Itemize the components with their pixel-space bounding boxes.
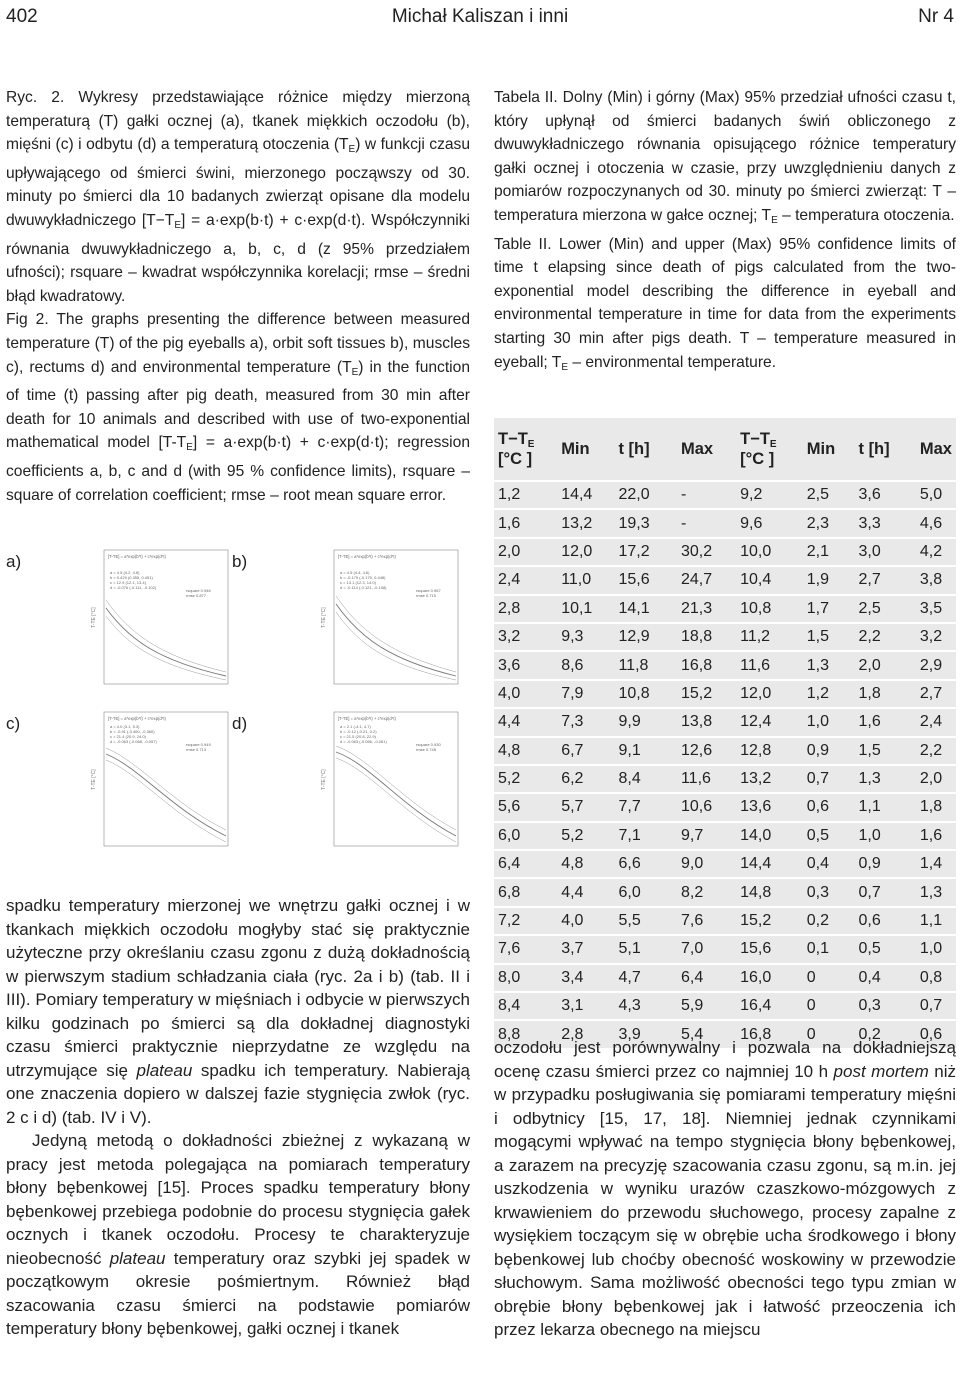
table-cell: 4,2	[916, 538, 956, 566]
table-cell: 6,6	[614, 850, 677, 878]
table-cell: 9,0	[677, 850, 736, 878]
table-row	[494, 793, 956, 821]
table-cell: 1,8	[854, 680, 915, 708]
table-cell: 6,2	[557, 765, 614, 793]
table-cell: 15,2	[736, 907, 803, 935]
table-cell: 12,8	[736, 737, 803, 765]
table-cell: 0,2	[854, 1020, 915, 1048]
table-cell: 1,4	[916, 850, 956, 878]
panel-c-stat-2: b = -0.91 (-3.460, -0.360)	[110, 729, 155, 734]
table-cell: 4,8	[494, 737, 557, 765]
panel-a-stat-1: a = 4.5 (4.2, 4.8)	[110, 570, 140, 575]
table-cell: 8,0	[494, 964, 557, 992]
table-cell: 10,0	[736, 538, 803, 566]
figure-caption-en: Fig 2. The graphs presenting the difference between measured temperature (T) of the pig eyeballs a), orbit soft tissues b), muscles c), rectums d) and environmental temperature $(T_E)$ in the function of time (t) passing after pig death, measured from 30 min after death for 10 animals and described with use of two-exponential mathematical model $[T-T_E] = a\cdot\exp(b\cdot t) + c\cdot\exp(d\cdot t)$; regression coefficients a, b, c and d (with 95 % confidence limits), rsquare – square of correlation coefficient; rmse – root mean square error.	[6, 311, 470, 504]
panel-a-rmse: rmse 0.877	[186, 593, 207, 598]
table-cell: 11,6	[736, 651, 803, 679]
panel-d-stat-1: a = 2.1 (-4.1, 4.7)	[340, 724, 371, 729]
table-caption-pl: Tabela II. Dolny (Min) i górny (Max) 95% przedział ufności czasu t, który upłynął od śmierci badanych świń obliczonego z dwuwykładniczego równania opisującego różnice temperatury gałki ocznej i otoczenia w czasie, przy uwzględnieniu danych z pomiarów rozpoczynanych od 30. minuty po śmierci zwierząt: T – temperatura mierzona w gałce ocznej; $T_E$ – temperatura otoczenia.	[494, 89, 956, 226]
panel-c-equation: [T-TE] = a*exp(b*t) + c*exp(d*t)	[108, 716, 166, 721]
figure-caption-block	[6, 86, 470, 507]
table-cell: 0,5	[803, 822, 855, 850]
panel-b-stat-3: c = 13.1 (12.3, 14.0)	[340, 580, 376, 585]
table-cell: 3,6	[854, 481, 915, 509]
table-cell: 0,2	[803, 907, 855, 935]
right-body-text	[494, 1036, 956, 1342]
table-cell: 1,0	[854, 822, 915, 850]
table-cell: 15,2	[677, 680, 736, 708]
panel-b-plot	[320, 546, 460, 694]
table-cell: 10,1	[557, 595, 614, 623]
panel-d-chart-svg	[320, 708, 460, 856]
panel-c-stat-1: a = 4.0 (3.1, 5.3)	[110, 724, 140, 729]
table-cell: 14,4	[557, 481, 614, 509]
table-cell: 12,0	[736, 680, 803, 708]
table-cell: 2,5	[803, 481, 855, 509]
table-cell: -	[677, 481, 736, 509]
table-cell: 0,6	[854, 907, 915, 935]
table-cell: 10,6	[677, 793, 736, 821]
table-cell: 1,2	[803, 680, 855, 708]
table-cell: -	[677, 509, 736, 537]
table-cell: 2,5	[854, 595, 915, 623]
panel-a-stat-3: c = 12.9 (12.1, 13.4)	[110, 580, 146, 585]
running-header	[6, 6, 954, 30]
table-cell: 2,8	[494, 595, 557, 623]
table-cell: 12,9	[614, 623, 677, 651]
table-row	[494, 651, 956, 679]
table-cell: 0,1	[803, 935, 855, 963]
table-cell: 15,6	[614, 566, 677, 594]
panel-d-rmse: rmse 0.745	[416, 747, 437, 752]
table-cell: 3,2	[494, 623, 557, 651]
table-cell: 4,4	[557, 878, 614, 906]
panel-c-plot	[90, 708, 230, 856]
table-cell: 0,7	[803, 765, 855, 793]
table-cell: 13,8	[677, 708, 736, 736]
table-cell: 2,3	[803, 509, 855, 537]
panel-d-stat-2: b = -0.12 (-0.21, 0.2)	[340, 729, 377, 734]
table-cell: 2,0	[854, 651, 915, 679]
table-cell: 5,7	[557, 793, 614, 821]
table-row	[494, 481, 956, 509]
header-max-b: Max	[919, 439, 952, 458]
table-cell: 1,9	[803, 566, 855, 594]
table-cell: 0,7	[854, 878, 915, 906]
table-cell: 5,0	[916, 481, 956, 509]
header-diff-a: $T-T_E$ [°C ]	[498, 429, 535, 468]
table-cell: 2,7	[854, 566, 915, 594]
table-cell: 1,6	[494, 509, 557, 537]
table-cell: 1,5	[854, 737, 915, 765]
table-cell: 5,4	[677, 1020, 736, 1048]
table-row	[494, 623, 956, 651]
table-cell: 2,4	[916, 708, 956, 736]
running-authors: Michał Kaliszan i inni	[391, 6, 569, 27]
table-cell: 9,7	[677, 822, 736, 850]
table-cell: 0,3	[803, 878, 855, 906]
table-row	[494, 595, 956, 623]
table-cell: 7,9	[557, 680, 614, 708]
table-cell: 8,4	[614, 765, 677, 793]
panel-d-stat-4: d = -0.063 (-0.066, -0.061)	[340, 739, 387, 744]
table-cell: 11,2	[736, 623, 803, 651]
table-cell: 9,3	[557, 623, 614, 651]
table-cell: 0,6	[916, 1020, 956, 1048]
table-cell: 7,6	[494, 935, 557, 963]
header-t-a: t [h]	[618, 439, 650, 458]
table-cell: 22,0	[614, 481, 677, 509]
table-cell: 14,8	[736, 878, 803, 906]
table-cell: 3,4	[557, 964, 614, 992]
table-cell: 2,2	[854, 623, 915, 651]
panel-a-rsquare: rsquare 0.946	[186, 588, 211, 593]
table-cell: 18,8	[677, 623, 736, 651]
body-paragraph-3: oczodołu jest porównywalny i pozwala na dokładniejszą ocenę czasu śmierci przez co najmniej 10 h post mortem niż w przypadku posługiwania się pomiarami temperatury mięśni i odbytnicy [15, 17, 18]. Niemniej jednak czynnikami mogącymi wpływać na tempo stygnięcia błony bębenkowej, a zarazem na precyzję szacowania czasu zgonu, są m.in. jej uszkodzenia w wyniku urazów czaszkowo-mózgowych z krwawieniem do przewodu słuchowego, procesy zapalne z wysiękiem toczącym się w obrębie ucha środkowego i błony bębenkowej lub choćby obecność woskowiny w przewodzie słuchowym. Sama możliwość obecności tego typu zmian w obrębie błony bębenkowej jak i łatwość przeoczenia ich przez lekarza obecnego na miejscu	[494, 1038, 956, 1339]
table-cell: 10,8	[736, 595, 803, 623]
table-cell: 1,3	[916, 878, 956, 906]
table-row	[494, 765, 956, 793]
table-cell: 3,5	[916, 595, 956, 623]
table-cell: 2,7	[916, 680, 956, 708]
panel-b-rsquare: rsquare 0.967	[416, 588, 441, 593]
table-cell: 4,7	[614, 964, 677, 992]
table-row	[494, 509, 956, 537]
panel-a-plot	[90, 546, 230, 694]
table-row	[494, 935, 956, 963]
panel-b-stat-2: b = -0.179 (-0.175, 0.448)	[340, 575, 386, 580]
table-cell: 1,6	[854, 708, 915, 736]
table-cell: 3,3	[854, 509, 915, 537]
table-cell: 4,0	[494, 680, 557, 708]
table-cell: 2,9	[916, 651, 956, 679]
table-cell: 5,2	[557, 822, 614, 850]
table-cell: 30,2	[677, 538, 736, 566]
svg-text:T-TE [°C]: T-TE [°C]	[91, 769, 97, 790]
table-cell: 3,8	[916, 566, 956, 594]
panel-a-equation: [T-TE] = a*exp(b*t) + c*exp(d*t)	[108, 554, 166, 559]
page-number: 402	[6, 6, 38, 27]
table-cell: 8,8	[494, 1020, 557, 1048]
table-cell: 0	[803, 1020, 855, 1048]
table-cell: 7,6	[677, 907, 736, 935]
panel-c-stat-4: d = -0.063 (-0.068, -0.057)	[110, 739, 157, 744]
table-cell: 6,0	[494, 822, 557, 850]
table-cell: 16,8	[736, 1020, 803, 1048]
table-cell: 6,4	[677, 964, 736, 992]
table-cell: 1,8	[916, 793, 956, 821]
panel-b-chart-svg	[320, 546, 460, 694]
table-cell: 5,6	[494, 793, 557, 821]
table-cell: 7,7	[614, 793, 677, 821]
table-cell: 7,0	[677, 935, 736, 963]
table-cell: 1,1	[916, 907, 956, 935]
table-cell: 1,5	[803, 623, 855, 651]
table-cell: 4,3	[614, 992, 677, 1020]
table-cell: 1,3	[803, 651, 855, 679]
panel-b-stat-4: d = -0.114 (-0.121, -0.108)	[340, 585, 387, 590]
table-cell: 3,2	[916, 623, 956, 651]
table-cell: 0,3	[854, 992, 915, 1020]
table-cell: 7,3	[557, 708, 614, 736]
table-row	[494, 850, 956, 878]
table-row	[494, 708, 956, 736]
table-cell: 13,6	[736, 793, 803, 821]
table-row	[494, 737, 956, 765]
table-cell: 12,4	[736, 708, 803, 736]
panel-c-stat-3: c = 21.4 (20.9, 24.0)	[110, 734, 146, 739]
table-cell: 1,7	[803, 595, 855, 623]
table-cell: 12,0	[557, 538, 614, 566]
table-caption-block	[494, 86, 956, 379]
table-cell: 4,6	[916, 509, 956, 537]
table-cell: 5,5	[614, 907, 677, 935]
panel-c-rsquare: rsquare 0.949	[186, 742, 211, 747]
panel-a-stat-4: d = -0.076 (-0.111, -0.102)	[110, 585, 157, 590]
panel-b-equation: [T-TE] = a*exp(b*t) + c*exp(d*t)	[338, 554, 396, 559]
table-cell: 1,1	[854, 793, 915, 821]
table-cell: 19,3	[614, 509, 677, 537]
table-cell: 6,8	[494, 878, 557, 906]
table-row	[494, 907, 956, 935]
table-cell: 15,6	[736, 935, 803, 963]
table-cell: 10,8	[614, 680, 677, 708]
table-cell: 10,4	[736, 566, 803, 594]
table-cell: 1,2	[494, 481, 557, 509]
panel-a-stat-2: b = 0.429 (0.355, 0.451)	[110, 575, 153, 580]
issue-number: Nr 4	[918, 6, 954, 27]
panel-d-equation: [T-TE] = a*exp(b*t) + c*exp(d*t)	[338, 716, 396, 721]
table-cell: 7,1	[614, 822, 677, 850]
table-cell: 0,9	[803, 737, 855, 765]
table-header-row	[494, 418, 956, 481]
figure-2-panels	[6, 540, 470, 880]
panel-c-rmse: rmse 0.713	[186, 747, 207, 752]
table-cell: 2,4	[494, 566, 557, 594]
table-cell: 3,1	[557, 992, 614, 1020]
table-cell: 14,0	[736, 822, 803, 850]
body-paragraph-1: spadku temperatury mierzonej we wnętrzu gałki ocznej i w tkankach miękkich oczodołu mogłyby stać się praktycznie użyteczne przy określaniu czasu zgonu z dużą dokładnością w pierwszym stadium schładzania ciała (ryc. 2a i b) (tab. II i III). Pomiary temperatury w mięśniach i odbycie w pierwszych kilku godzinach po śmierci są dla dokładnej diagnostyki czasu śmierci praktycznie nieprzydatne ze względu na utrzymujące się plateau spadku ich temperatury. Nabierają one znaczenia dopiero w dalszej fazie stygnięcia zwłok (ryc. 2 c i d) (tab. IV i V).	[6, 896, 470, 1127]
table-cell: 0,8	[916, 964, 956, 992]
figure-caption-pl: Ryc. 2. Wykresy przedstawiające różnice między mierzoną temperaturą (T) gałki ocznej (a), tkanek miękkich oczodołu (b), mięśni (c) i odbytu (d) a temperaturą otoczenia $(T_E)$ w funkcji czasu upływającego od śmierci świni, mierzonego począwszy od 30. minuty po śmierci dla 10 badanych zwierząt opisane dla modelu dwuwykładniczego $[T-T_E] = a\cdot\exp(b\cdot t) + c\cdot\exp(d\cdot t)$. Współczynniki równania dwuwykładniczego a, b, c, d (z 95% przedziałem ufności); rsquare – kwadrat współczynnika korelacji; rmse – średni błąd kwadratowy.	[6, 89, 471, 305]
table-cell: 0,4	[854, 964, 915, 992]
table-cell: 0,6	[803, 793, 855, 821]
table-cell: 4,0	[557, 907, 614, 935]
table-row	[494, 878, 956, 906]
table-cell: 12,6	[677, 737, 736, 765]
header-t-b: t [h]	[858, 439, 890, 458]
table-cell: 13,2	[736, 765, 803, 793]
table-cell: 0,9	[854, 850, 915, 878]
table-cell: 2,0	[494, 538, 557, 566]
table-cell: 11,0	[557, 566, 614, 594]
svg-text:T-TE [°C]: T-TE [°C]	[321, 769, 327, 790]
table-cell: 9,6	[736, 509, 803, 537]
table-ii	[494, 418, 956, 1049]
table-cell: 2,0	[916, 765, 956, 793]
table-cell: 8,2	[677, 878, 736, 906]
header-min-a: Min	[561, 439, 590, 458]
table-cell: 6,0	[614, 878, 677, 906]
table-cell: 13,2	[557, 509, 614, 537]
body-paragraph-2: Jedyną metodą o dokładności zbieżnej z wykazaną w pracy jest metoda polegająca na pomiarach temperatury błony bębenkowej [15]. Proces spadku temperatury błony bębenkowej przebiega podobnie do procesu stygnięcia gałek ocznych i tkanek oczodołu. Procesy te charakteryzuje nieobecność plateau temperatury oraz szybki jej spadek w początkowym okresie pośmiertnym. Również błąd szacowania czasu śmierci na podstawie pomiarów temperatury błony bębenkowej, gałki ocznej i tkanek	[6, 1131, 470, 1338]
panel-d-plot	[320, 708, 460, 856]
table-cell: 6,7	[557, 737, 614, 765]
table-caption-en: Table II. Lower (Min) and upper (Max) 95% confidence limits of time t elapsing since death of pigs calculated from the two-exponential model describing the difference in eyeball and environmental temperature in time for data from the experiments starting 30 min after pigs death. T – temperature measured in eyeball; $T_E$ – environmental temperature.	[494, 235, 956, 373]
table-cell: 5,9	[677, 992, 736, 1020]
table-cell: 17,2	[614, 538, 677, 566]
table-cell: 16,0	[736, 964, 803, 992]
table-cell: 11,8	[614, 651, 677, 679]
table-cell: 1,6	[916, 822, 956, 850]
table-cell: 0	[803, 964, 855, 992]
table-row	[494, 964, 956, 992]
svg-text:T-TE [°C]: T-TE [°C]	[91, 607, 97, 628]
table-row	[494, 992, 956, 1020]
table-row	[494, 680, 956, 708]
panel-label-a: a)	[6, 552, 22, 571]
table-cell: 3,7	[557, 935, 614, 963]
table-cell: 4,8	[557, 850, 614, 878]
table-cell: 16,8	[677, 651, 736, 679]
table-body	[494, 481, 956, 1048]
table-cell: 0	[803, 992, 855, 1020]
panel-d-rsquare: rsquare 0.930	[416, 742, 441, 747]
table-cell: 14,1	[614, 595, 677, 623]
table-row	[494, 538, 956, 566]
panel-b-stat-1: a = 4.5 (4.4, 4.6)	[340, 570, 370, 575]
panel-d-stat-3: c = 21.5 (20.8, 22.9)	[340, 734, 376, 739]
table-cell: 1,0	[803, 708, 855, 736]
table-row	[494, 822, 956, 850]
table-cell: 6,4	[494, 850, 557, 878]
table-cell: 11,6	[677, 765, 736, 793]
table-cell: 5,2	[494, 765, 557, 793]
table-cell: 3,0	[854, 538, 915, 566]
panel-b-rmse: rmse 0.715	[416, 593, 437, 598]
table-cell: 14,4	[736, 850, 803, 878]
table-cell: 1,0	[916, 935, 956, 963]
table-cell: 2,8	[557, 1020, 614, 1048]
header-max-a: Max	[680, 439, 714, 458]
table-cell: 8,4	[494, 992, 557, 1020]
table-cell: 0,5	[854, 935, 915, 963]
panel-label-b: b)	[232, 552, 248, 571]
table-cell: 3,9	[614, 1020, 677, 1048]
table-cell: 4,4	[494, 708, 557, 736]
table-cell: 16,4	[736, 992, 803, 1020]
header-min-b: Min	[806, 439, 836, 458]
panel-c-chart-svg	[90, 708, 230, 856]
svg-text:T-TE [°C]: T-TE [°C]	[321, 607, 327, 628]
table-cell: 9,2	[736, 481, 803, 509]
table-cell: 3,6	[494, 651, 557, 679]
table-cell: 8,6	[557, 651, 614, 679]
panel-a-chart-svg	[90, 546, 230, 694]
header-diff-b: $T-T_E$ [°C ]	[740, 429, 777, 468]
table-cell: 9,9	[614, 708, 677, 736]
table-cell: 5,1	[614, 935, 677, 963]
panel-label-c: c)	[6, 714, 21, 733]
table-row	[494, 566, 956, 594]
table-cell: 9,1	[614, 737, 677, 765]
left-body-text	[6, 894, 470, 1341]
panel-label-d: d)	[232, 714, 248, 733]
table-cell: 21,3	[677, 595, 736, 623]
table-cell: 24,7	[677, 566, 736, 594]
table-cell: 0,7	[916, 992, 956, 1020]
table-cell: 0,4	[803, 850, 855, 878]
table-cell: 1,3	[854, 765, 915, 793]
table-cell: 7,2	[494, 907, 557, 935]
table-cell: 2,2	[916, 737, 956, 765]
table-cell: 2,1	[803, 538, 855, 566]
